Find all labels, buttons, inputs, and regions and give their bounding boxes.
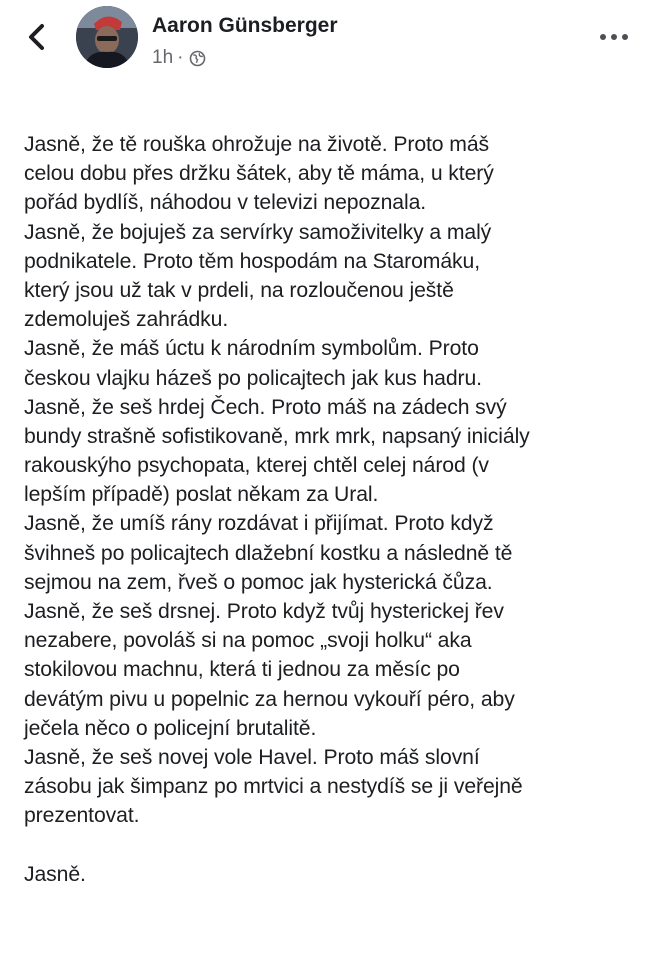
- post-text-line: Jasně, že seš novej vole Havel. Proto máš slovní: [24, 745, 480, 769]
- post-text-line: českou vlajku házeš po policajtech jak kus hadru.: [24, 366, 482, 390]
- back-chevron-icon: [22, 20, 52, 54]
- post-text-line: Jasně, že seš drsnej. Proto když tvůj hysterickej řev: [24, 600, 504, 623]
- post-text-line: bundy strašně sofistikovaně, mrk mrk, napsaný iniciály: [24, 424, 530, 448]
- paragraph-gap: [24, 831, 650, 860]
- post-text-line: Jasně, že tě rouška ohrožuje na životě. Proto máš: [24, 133, 490, 156]
- back-button[interactable]: [22, 20, 52, 54]
- post-closing-line: Jasně.: [24, 862, 86, 886]
- post-text-line: rakouskýho psychopata, kterej chtěl celej národ (v: [24, 454, 489, 478]
- post-text-line: Jasně, že seš hrdej Čech. Proto máš na zádech svý: [24, 395, 507, 419]
- post-meta: [152, 47, 206, 69]
- post-text-line: Jasně, že bojuješ za servírky samoživitelky a malý: [24, 220, 492, 244]
- post-text: [24, 130, 650, 889]
- post-text-line: devátým pivu u popelnic za hernou vykouří péro, aby: [24, 687, 515, 711]
- post-text-line: nezabere, povoláš si na pomoc „svoji holku“ aka: [24, 629, 472, 653]
- post-text-line: který jsou už tak v prdeli, na rozloučenou ještě: [24, 278, 454, 302]
- post-text-line: pořád bydlíš, náhodou v televizi nepoznala.: [24, 191, 427, 215]
- more-options-icon: [596, 28, 632, 46]
- post-text-line: zdemoluješ zahrádku.: [24, 308, 229, 332]
- author-name[interactable]: Aaron Günsberger: [152, 14, 338, 37]
- post-text-line: ječela něco o policejní brutalitě.: [24, 716, 317, 740]
- post-time[interactable]: 1h: [152, 47, 174, 68]
- avatar[interactable]: [76, 6, 138, 68]
- post-text-line: celou dobu přes držku šátek, aby tě máma, u který: [24, 162, 494, 186]
- post-text-line: zásobu jak šimpanz po mrtvici a nestydíš se ji veřejně: [24, 775, 523, 799]
- post-text-line: sejmou na zem, řveš o pomoc jak hysterická čůza.: [24, 570, 493, 594]
- post-header: [0, 0, 652, 80]
- more-options-button[interactable]: [596, 28, 632, 46]
- post-text-line: stokilovou machnu, která ti jednou za měsíc po: [24, 658, 460, 682]
- meta-separator: ·: [177, 47, 184, 68]
- post-text-line: Jasně, že máš úctu k národním symbolům. Proto: [24, 337, 479, 361]
- post-text-line: podnikatele. Proto těm hospodám na Staromáku,: [24, 249, 481, 273]
- globe-icon: [189, 50, 206, 67]
- avatar-image: [76, 6, 138, 68]
- post-text-line: švihneš po policajtech dlažební kostku a následně tě: [24, 541, 513, 565]
- post-text-line: Jasně, že umíš rány rozdávat i přijímat. Proto když: [24, 512, 494, 536]
- post-text-line: lepším případě) poslat někam za Ural.: [24, 483, 379, 507]
- post-text-line: prezentovat.: [24, 804, 140, 828]
